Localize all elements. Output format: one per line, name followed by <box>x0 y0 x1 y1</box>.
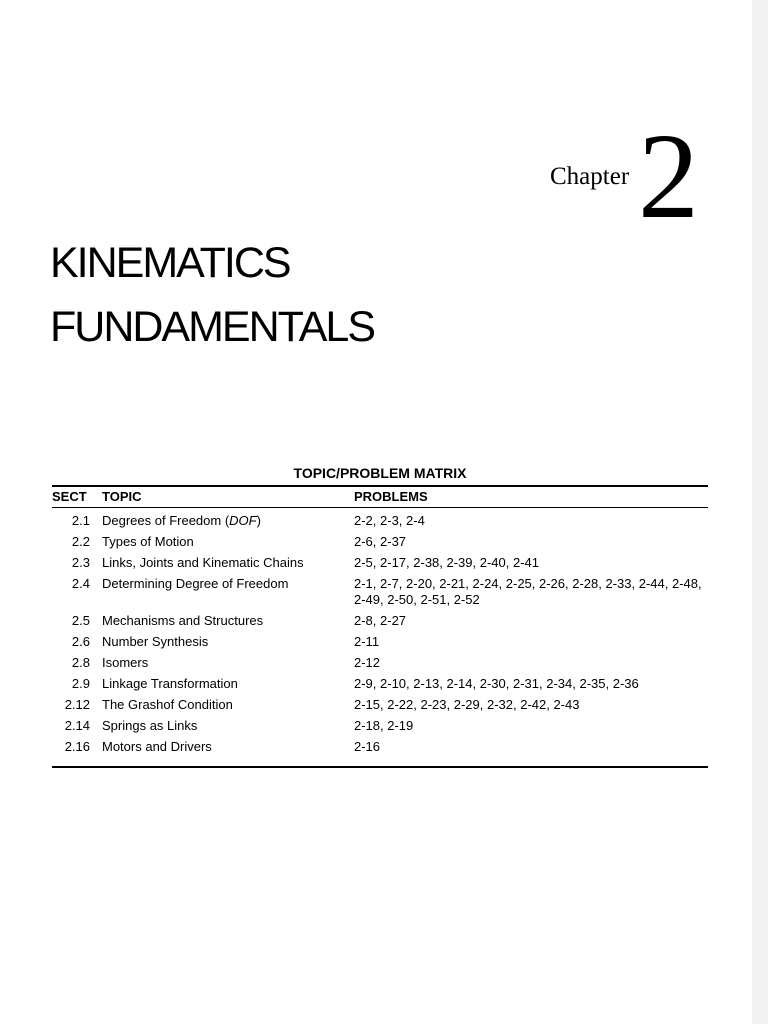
table-header-rule <box>52 507 708 508</box>
row-topic: Degrees of Freedom (DOF) <box>102 513 261 528</box>
row-topic: Number Synthesis <box>102 634 209 649</box>
row-problems: 2-2, 2-3, 2-4 <box>354 513 425 528</box>
table-row <box>52 736 708 757</box>
row-problems: 2-9, 2-10, 2-13, 2-14, 2-30, 2-31, 2-34, 2-35, 2-36 <box>354 676 639 691</box>
chapter-number: 2 <box>638 109 699 244</box>
table-row <box>52 610 708 631</box>
row-topic: Isomers <box>102 655 149 670</box>
chapter-label: Chapter <box>550 163 630 190</box>
row-topic: The Grashof Condition <box>102 697 233 712</box>
row-topic: Springs as Links <box>102 718 198 733</box>
table-row <box>52 673 708 694</box>
row-sect: 2.3 <box>71 555 90 570</box>
matrix-title: TOPIC/PROBLEM MATRIX <box>293 465 467 481</box>
chapter-title-line-2: FUNDAMENTALS <box>50 303 375 351</box>
row-problems: 2-16 <box>354 739 381 754</box>
table-body <box>52 510 708 757</box>
table-bottom-rule <box>52 766 708 768</box>
table-row <box>52 631 708 652</box>
header-problems: PROBLEMS <box>354 489 428 504</box>
row-sect: 2.1 <box>71 513 90 528</box>
row-problems: 2-15, 2-22, 2-23, 2-29, 2-32, 2-42, 2-43 <box>354 697 580 712</box>
table-row <box>52 573 708 610</box>
row-sect: 2.5 <box>71 613 90 628</box>
table-row <box>52 510 708 531</box>
row-sect: 2.2 <box>71 534 90 549</box>
row-problems: 2-6, 2-37 <box>354 534 407 549</box>
row-problems: 2-11 <box>354 634 380 649</box>
row-sect: 2.6 <box>71 634 90 649</box>
row-problems: 2-8, 2-27 <box>354 613 407 628</box>
row-sect: 2.12 <box>64 697 90 712</box>
table-row <box>52 715 708 736</box>
row-sect: 2.16 <box>64 739 90 754</box>
table-row <box>52 694 708 715</box>
chapter-title-line-1: KINEMATICS <box>50 239 290 287</box>
row-problems: 2-5, 2-17, 2-38, 2-39, 2-40, 2-41 <box>354 555 540 570</box>
row-topic: Motors and Drivers <box>102 739 212 754</box>
header-sect: SECT <box>52 489 87 504</box>
row-problems: 2-1, 2-7, 2-20, 2-21, 2-24, 2-25, 2-26, 2-28, 2-33, 2-44, 2-48, 2-49, 2-50, 2-51, 2-52 <box>354 576 702 607</box>
row-topic-emphasis: DOF <box>229 513 257 528</box>
table-top-rule <box>52 485 708 487</box>
row-sect: 2.9 <box>71 676 90 691</box>
row-problems: 2-12 <box>354 655 381 670</box>
row-problems: 2-18, 2-19 <box>354 718 414 733</box>
table-row <box>52 531 708 552</box>
row-topic: Mechanisms and Structures <box>102 613 264 628</box>
table-row <box>52 652 708 673</box>
row-sect: 2.4 <box>71 576 90 591</box>
row-topic: Linkage Transformation <box>102 676 238 691</box>
table-row <box>52 552 708 573</box>
row-topic: Types of Motion <box>102 534 194 549</box>
header-topic: TOPIC <box>102 489 142 504</box>
row-topic: Determining Degree of Freedom <box>102 576 289 591</box>
row-sect: 2.14 <box>64 718 90 733</box>
row-topic: Links, Joints and Kinematic Chains <box>102 555 304 570</box>
row-sect: 2.8 <box>71 655 90 670</box>
table-header-row <box>52 488 708 506</box>
